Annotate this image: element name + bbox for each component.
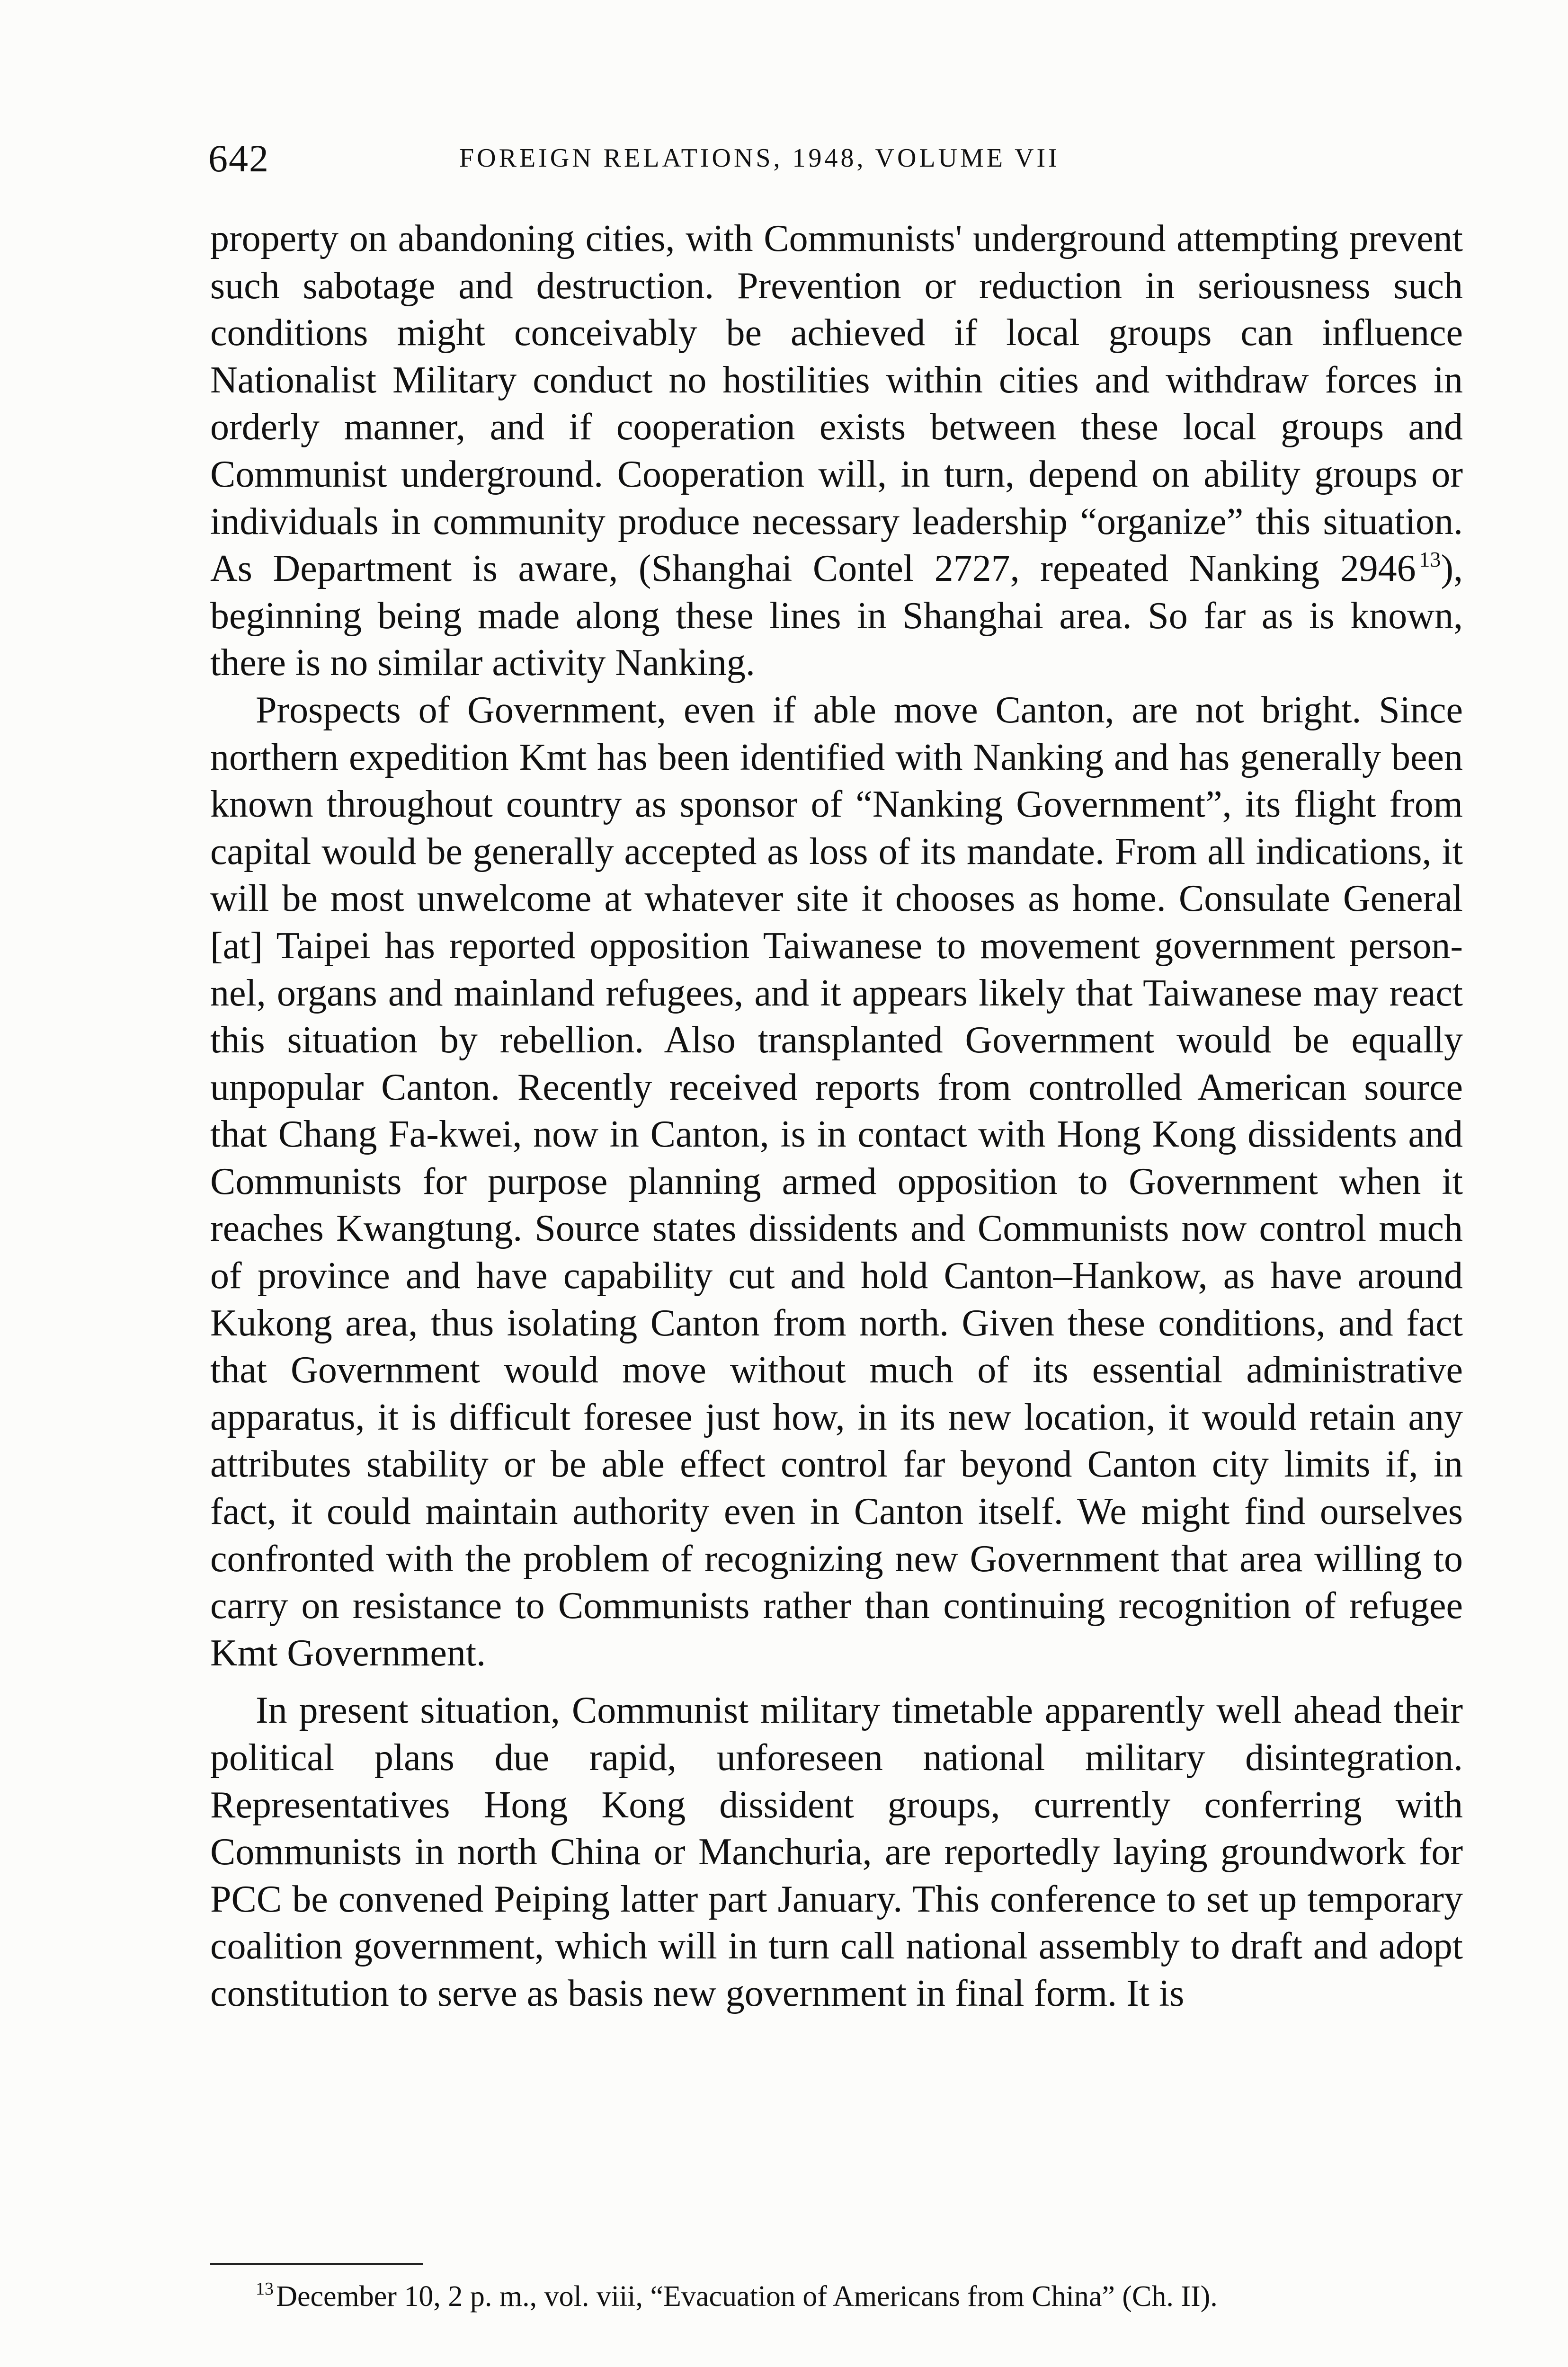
footnote-divider [210, 2263, 423, 2265]
page-number: 642 [208, 137, 269, 180]
paragraph-1 [210, 215, 1463, 687]
footnote-13-marker: 13 [256, 2279, 274, 2299]
paragraph-1-text-a: property on abandoning cities, with Communists' underground attempting prevent such sabotage and destruction. Prevention or reduction in seriousness such conditions might conceivably be achieved if local groups can influence Nationalist Military conduct no hostilities within cities and withdraw forces in orderly manner, and if cooperation exists between these local groups and Communist underground. Cooperation will, in turn, depend on ability groups or individuals in community produce necessary leadership “organize” this situation. As Department is aware, (Shanghai Contel 2727, repeated Nanking 2946 [210, 218, 1463, 590]
footnotes [210, 2277, 1463, 2316]
paragraph-2: Prospects of Government, even if able move Canton, are not bright. Since northern expedition Kmt has been identified with Nanking and has generally been known throughout country as sponsor of “Nanking Government”, its flight from capital would be generally accepted as loss of its mandate. From all indications, it will be most unwelcome at whatever site it chooses as home. Consulate General [at] Taipei has reported opposition Taiwanese to movement government personnel, organs and mainland refugees, and it appears likely that Taiwanese may react this situation by rebellion. Also transplanted Government would be equally unpopular Canton. Recently received reports from controlled American source that Chang Fa-kwei, now in Canton, is in contact with Hong Kong dissidents and Communists for purpose planning armed opposition to Government when it reaches Kwangtung. Source states dissidents and Communists now control much of province and have capability cut and hold Canton–Hankow, as have around Kukong area, thus isolating Canton from north. Given these conditions, and fact that Government would move without much of its essential administrative apparatus, it is difficult foresee just how, in its new location, it would retain any attributes stability or be able effect control far beyond Canton city limits if, in fact, it could maintain authority even in Canton itself. We might find ourselves confronted with the problem of recognizing new Government that area willing to carry on resistance to Communists rather than continuing recognition of refugee Kmt Government. [210, 689, 1463, 1674]
footnote-13 [210, 2277, 1463, 2316]
footnote-13-text: December 10, 2 p. m., vol. viii, “Evacuation of Americans from China” (Ch. II). [276, 2280, 1218, 2313]
paragraph-1-text-b: ), beginning being made along these lines in Shanghai area. So far as is known, there is no similar activity Nanking. [210, 548, 1463, 684]
body-text [210, 215, 1463, 2018]
footnote-reference-13: 13 [1419, 547, 1441, 572]
paragraph-3: In present situation, Communist military timetable apparently well ahead their political plans due rapid, unforeseen national military disintegration. Representatives Hong Kong dissident groups, currently conferring with Communists in north China or Manchuria, are reportedly laying groundwork for PCC be convened Peiping latter part January. This conference to set up temporary coalition government, which will in turn call national assembly to draft and adopt constitution to serve as basis new government in final form. It is [210, 1690, 1463, 2014]
running-head [208, 136, 1463, 179]
running-title: FOREIGN RELATIONS, 1948, VOLUME VII [459, 143, 1060, 173]
